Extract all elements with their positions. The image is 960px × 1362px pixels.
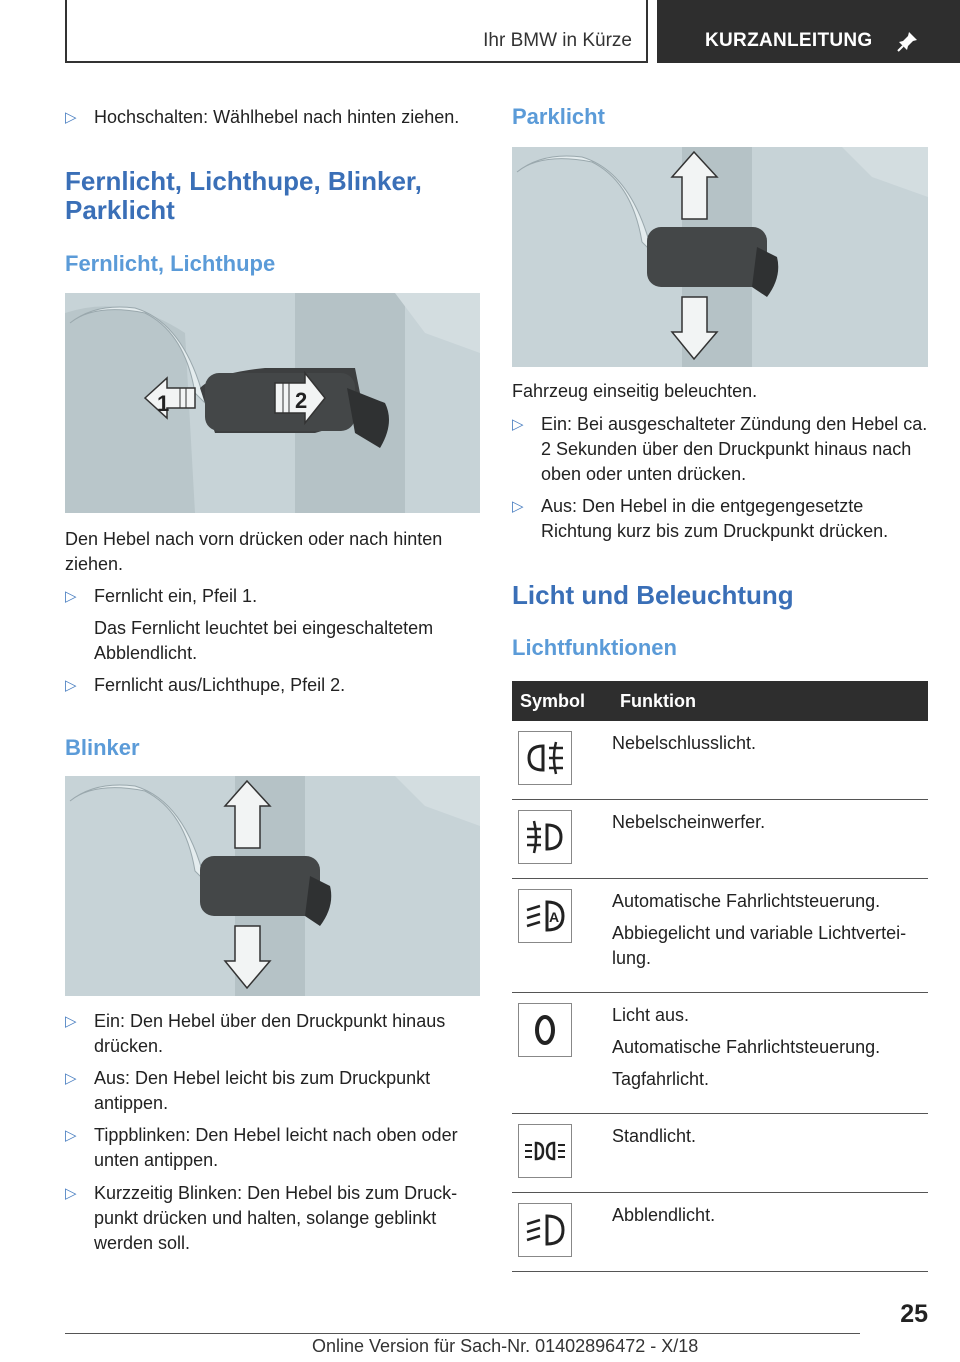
subsection-heading: Fernlicht, Lichthupe [65, 251, 276, 276]
function-text: Abblendlicht. [612, 1205, 716, 1225]
page-number: 25 [900, 1300, 928, 1328]
arrow-label-2: 2 [295, 388, 308, 413]
bullet-triangle-icon: ▷ [65, 588, 77, 605]
function-text: Automatische Fahrlichtsteuerung. [612, 1037, 881, 1057]
pin-icon [897, 30, 919, 52]
table-row [512, 800, 928, 879]
front-fog-light-icon [518, 810, 572, 864]
paragraph: Den Hebel nach vorn drücken oder nach hinten ziehen. [65, 529, 443, 574]
light-functions-table [512, 681, 928, 1272]
bullet-triangle-icon: ▷ [65, 1013, 77, 1030]
function-text: Licht aus. [612, 1005, 690, 1025]
bullet-triangle-icon: ▷ [65, 1070, 77, 1087]
bullet-triangle-icon: ▷ [65, 1127, 77, 1144]
subsection-heading: Parklicht [512, 104, 605, 129]
tab-label: KURZANLEITUNG [705, 30, 873, 51]
sub-paragraph: Das Fernlicht leuchtet bei eingeschaltetem Abblendlicht. [94, 618, 434, 663]
svg-text:A: A [549, 909, 560, 925]
footer-text: Online Version für Sach-Nr. 01402896472 - X/18 [312, 1336, 699, 1356]
header-tab[interactable] [657, 0, 960, 63]
section-title: Ihr BMW in Kürze [483, 30, 632, 51]
table-header-row [512, 681, 928, 721]
column-header-symbol: Symbol [512, 681, 612, 721]
list-item: ▷ Aus: Den Hebel leicht bis zum Druckpunkt antippen. [65, 1068, 431, 1113]
footer-divider [65, 1333, 860, 1334]
list-item: ▷ Ein: Bei ausgeschalteter Zündung den Hebel ca. 2 Sekunden über den Druckpunkt hinaus nach oben oder unten drücken. [512, 414, 928, 484]
stalk-figure-fernlicht [65, 293, 480, 513]
table-row [512, 879, 928, 993]
function-text: Nebelscheinwerfer. [612, 812, 766, 832]
table-row [512, 721, 928, 800]
light-off-icon [518, 1003, 572, 1057]
function-text: Automatische Fahrlichtsteuerung. [612, 891, 881, 911]
list-item: ▷ Kurzzeitig Blinken: Den Hebel bis zum Druck-punkt drücken und halten, solange geblinkt werden soll. [65, 1183, 458, 1253]
table-row [512, 1193, 928, 1272]
subsection-heading: Blinker [65, 735, 140, 760]
table-row [512, 993, 928, 1114]
list-item: ▷ Fernlicht ein, Pfeil 1. [65, 584, 480, 609]
stalk-figure-blinker [65, 776, 480, 996]
column-header-function: Funktion [612, 681, 928, 721]
parking-light-icon [518, 1124, 572, 1178]
bullet-triangle-icon: ▷ [512, 416, 524, 433]
auto-headlight-icon [518, 889, 572, 943]
function-text: Tagfahrlicht. [612, 1069, 710, 1089]
bullet-triangle-icon: ▷ [65, 677, 77, 694]
section-heading: Fernlicht, Lichthupe, Blinker, Parklicht [65, 166, 422, 225]
bullet-triangle-icon: ▷ [65, 109, 77, 126]
header-box [65, 0, 648, 63]
subsection-heading: Lichtfunktionen [512, 635, 677, 660]
section-heading: Licht und Beleuchtung [512, 580, 794, 610]
low-beam-icon [518, 1203, 572, 1257]
list-item: ▷ Tippblinken: Den Hebel leicht nach oben oder unten antippen. [65, 1125, 458, 1170]
arrow-label-1: 1 [157, 391, 170, 416]
list-item: ▷ Fernlicht aus/Lichthupe, Pfeil 2. [65, 673, 480, 698]
table-row [512, 1114, 928, 1193]
list-item: ▷ Ein: Den Hebel über den Druckpunkt hinaus drücken. [65, 1011, 446, 1056]
stalk-figure-parklicht [512, 147, 928, 367]
list-item: ▷ Hochschalten: Wählhebel nach hinten ziehen. [65, 105, 480, 130]
function-text: Abbiegelicht und variable Lichtvertei-lung. [612, 923, 907, 968]
rear-fog-light-icon [518, 731, 572, 785]
bullet-triangle-icon: ▷ [512, 498, 524, 515]
function-text: Nebelschlusslicht. [612, 733, 757, 753]
paragraph: Fahrzeug einseitig beleuchten. [512, 381, 758, 401]
list-item: ▷ Aus: Den Hebel in die entgegengesetzte Richtung kurz bis zum Druckpunkt drücken. [512, 496, 889, 541]
bullet-triangle-icon: ▷ [65, 1185, 77, 1202]
function-text: Standlicht. [612, 1126, 697, 1146]
